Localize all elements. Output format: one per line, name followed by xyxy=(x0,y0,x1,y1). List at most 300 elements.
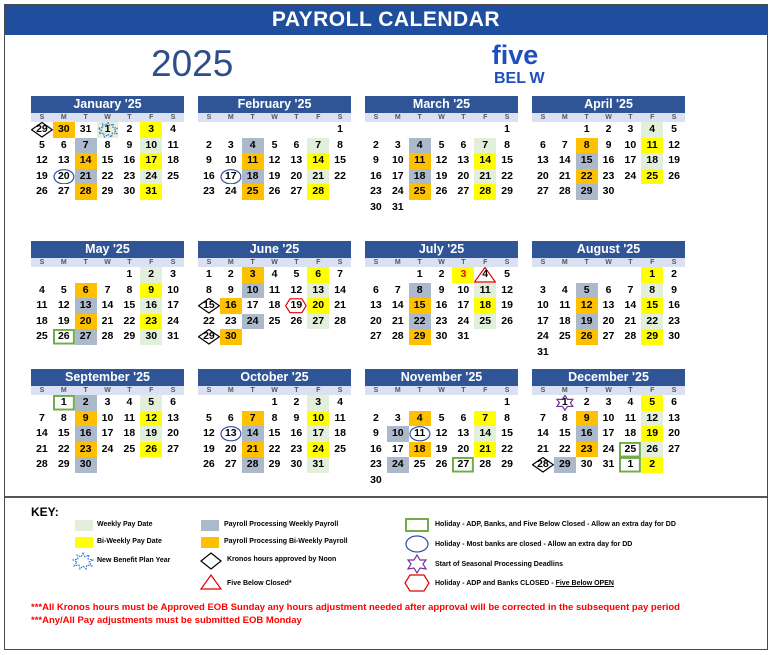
day-cell xyxy=(307,153,329,169)
day-cell xyxy=(307,329,329,345)
day-cell xyxy=(641,298,663,314)
weekday-letter: T xyxy=(576,113,598,122)
day-cell xyxy=(554,122,576,138)
week-row xyxy=(198,153,351,169)
day-cell xyxy=(307,395,329,411)
day-cell xyxy=(75,314,97,330)
weekday-letter: T xyxy=(452,113,474,122)
day-cell xyxy=(307,426,329,442)
day-cell xyxy=(452,395,474,411)
day-number: 28 xyxy=(537,458,549,470)
day-number: 28 xyxy=(624,330,637,342)
day-number: 3 xyxy=(227,138,234,151)
day-cell xyxy=(474,283,496,299)
week-row xyxy=(365,283,518,299)
notes-block xyxy=(31,601,680,627)
day-number: 11 xyxy=(36,299,48,311)
day-number: 25 xyxy=(268,314,281,327)
day-cell xyxy=(75,184,97,200)
week-row xyxy=(532,283,685,299)
key-label-five-below-open: Five Below OPEN xyxy=(555,580,614,587)
day-number: 7 xyxy=(337,268,343,280)
day-number: 20 xyxy=(290,169,303,182)
day-number: 5 xyxy=(583,283,590,296)
day-number: 2 xyxy=(649,458,656,470)
day-number: 27 xyxy=(57,185,70,197)
day-number: 4 xyxy=(271,268,278,280)
week-row xyxy=(198,457,351,473)
weekday-letter: M xyxy=(387,258,409,267)
week-row xyxy=(198,122,351,138)
day-number: 13 xyxy=(167,411,179,424)
day-number: 5 xyxy=(206,411,212,424)
key-label-processing-biweekly: Payroll Processing Bi-Weekly Payroll xyxy=(224,538,348,545)
day-cell xyxy=(75,169,97,185)
day-cell xyxy=(641,345,663,361)
day-cell xyxy=(140,457,162,473)
day-number: 26 xyxy=(580,330,593,342)
day-number: 8 xyxy=(416,283,423,296)
day-cell xyxy=(285,184,307,200)
day-cell xyxy=(198,411,220,427)
day-cell xyxy=(598,122,620,138)
page-title: PAYROLL CALENDAR xyxy=(5,5,767,35)
weekday-row xyxy=(532,386,685,395)
week-row xyxy=(198,395,351,411)
weekday-letter: S xyxy=(532,386,554,395)
day-number: 4 xyxy=(249,138,256,151)
day-number: 16 xyxy=(290,427,303,439)
day-cell xyxy=(496,298,518,314)
day-cell xyxy=(53,426,75,442)
day-cell xyxy=(619,314,641,330)
day-cell xyxy=(365,153,387,169)
day-cell xyxy=(452,169,474,185)
day-number: 21 xyxy=(101,314,114,327)
day-cell xyxy=(329,122,351,138)
day-cell xyxy=(31,122,53,138)
day-number: 29 xyxy=(558,458,571,470)
week-row xyxy=(365,442,518,458)
day-number: 22 xyxy=(580,169,593,182)
day-number: 23 xyxy=(668,314,680,327)
day-cell xyxy=(264,395,286,411)
day-number: 22 xyxy=(334,169,346,182)
day-cell xyxy=(496,200,518,216)
day-number: 25 xyxy=(479,314,492,327)
day-cell xyxy=(641,314,663,330)
day-cell xyxy=(496,314,518,330)
day-number: 9 xyxy=(293,411,300,424)
day-number: 21 xyxy=(79,169,92,182)
day-number: 1 xyxy=(583,123,590,135)
day-number: 30 xyxy=(602,185,615,197)
weekday-letter: T xyxy=(242,258,264,267)
day-cell xyxy=(619,138,641,154)
week-row xyxy=(532,395,685,411)
day-number: 18 xyxy=(268,299,281,311)
day-cell xyxy=(641,411,663,427)
day-cell xyxy=(452,153,474,169)
day-cell xyxy=(97,153,119,169)
day-cell xyxy=(474,411,496,427)
day-cell xyxy=(554,457,576,473)
day-number: 13 xyxy=(370,299,382,311)
day-number: 28 xyxy=(391,330,404,342)
week-row xyxy=(532,122,685,138)
day-cell xyxy=(619,426,641,442)
key-title: KEY: xyxy=(31,505,59,519)
day-number: 29 xyxy=(123,330,136,342)
logo-text-bottom: BEL xyxy=(494,70,526,87)
day-number: 27 xyxy=(290,185,303,197)
day-number: 20 xyxy=(537,169,549,182)
day-cell xyxy=(431,283,453,299)
day-cell xyxy=(641,169,663,185)
day-number: 26 xyxy=(268,185,281,197)
day-cell xyxy=(431,457,453,473)
weekday-letter: W xyxy=(264,258,286,267)
day-cell xyxy=(409,411,431,427)
day-cell xyxy=(307,267,329,283)
day-cell xyxy=(242,411,264,427)
day-number: 12 xyxy=(580,299,593,311)
day-number: 3 xyxy=(249,268,256,280)
day-cell xyxy=(242,283,264,299)
day-cell xyxy=(598,314,620,330)
day-cell xyxy=(576,457,598,473)
day-number: 15 xyxy=(413,299,426,311)
week-row xyxy=(31,122,184,138)
day-cell xyxy=(285,283,307,299)
day-cell xyxy=(162,395,184,411)
day-cell xyxy=(329,283,351,299)
weekday-letter: S xyxy=(532,258,554,267)
day-number: 25 xyxy=(413,458,426,470)
day-cell xyxy=(264,184,286,200)
day-cell xyxy=(619,153,641,169)
day-number: 17 xyxy=(246,299,259,311)
day-number: 10 xyxy=(391,427,404,439)
day-cell xyxy=(431,314,453,330)
weekday-letter: F xyxy=(641,113,663,122)
month-block xyxy=(532,96,685,200)
month-header: February '25 xyxy=(198,96,351,113)
day-number: 18 xyxy=(334,427,346,439)
calendar-year: 2025 xyxy=(151,43,234,84)
day-number: 7 xyxy=(104,283,111,296)
day-number: 26 xyxy=(435,185,448,197)
day-cell xyxy=(118,267,140,283)
weekday-letter: M xyxy=(53,113,75,122)
day-number: 24 xyxy=(602,442,615,455)
weekday-letter: T xyxy=(452,386,474,395)
key-label-holiday-all-closed: Holiday - ADP, Banks, and Five Below Closed - Allow an extra day for DD xyxy=(435,521,676,528)
day-number: 5 xyxy=(271,138,278,151)
day-number: 9 xyxy=(373,427,379,439)
day-number: 6 xyxy=(82,283,89,296)
day-cell xyxy=(285,169,307,185)
day-cell xyxy=(329,395,351,411)
day-cell xyxy=(140,283,162,299)
week-row xyxy=(532,138,685,154)
week-row xyxy=(365,267,518,283)
day-number: 29 xyxy=(36,123,48,135)
day-number: 11 xyxy=(268,283,281,296)
day-number: 14 xyxy=(479,427,492,439)
day-cell xyxy=(220,442,242,458)
day-cell xyxy=(554,138,576,154)
day-number: 13 xyxy=(57,154,70,166)
day-cell xyxy=(264,153,286,169)
day-cell xyxy=(162,283,184,299)
day-cell xyxy=(431,138,453,154)
month-header: October '25 xyxy=(198,369,351,386)
day-cell xyxy=(409,122,431,138)
day-cell xyxy=(31,442,53,458)
day-cell xyxy=(663,267,685,283)
day-cell xyxy=(329,314,351,330)
day-number: 10 xyxy=(624,138,637,151)
day-cell xyxy=(31,153,53,169)
day-number: 11 xyxy=(414,154,426,166)
day-number: 3 xyxy=(170,268,176,280)
weekday-letter: F xyxy=(641,386,663,395)
day-number: 17 xyxy=(457,299,470,311)
week-row xyxy=(532,267,685,283)
day-cell xyxy=(220,138,242,154)
day-number: 19 xyxy=(501,299,513,311)
day-cell xyxy=(409,153,431,169)
day-cell xyxy=(409,442,431,458)
day-number: 4 xyxy=(627,396,634,408)
day-number: 22 xyxy=(646,314,659,327)
day-number: 8 xyxy=(649,283,656,296)
day-cell xyxy=(387,473,409,489)
day-number: 17 xyxy=(602,427,615,439)
day-number: 30 xyxy=(668,330,680,342)
day-number: 9 xyxy=(583,411,590,424)
day-cell xyxy=(431,169,453,185)
day-number: 7 xyxy=(39,411,45,424)
day-cell xyxy=(554,442,576,458)
day-number: 21 xyxy=(391,314,404,327)
day-cell xyxy=(409,314,431,330)
day-cell xyxy=(31,184,53,200)
day-cell xyxy=(242,122,264,138)
day-cell xyxy=(118,442,140,458)
day-number: 5 xyxy=(649,396,656,408)
day-number: 4 xyxy=(170,123,176,135)
day-number: 28 xyxy=(334,314,346,327)
day-number: 27 xyxy=(668,442,680,455)
day-number: 4 xyxy=(416,411,423,424)
day-cell xyxy=(53,298,75,314)
star-burst-icon xyxy=(71,552,95,570)
day-cell xyxy=(198,169,220,185)
day-number: 19 xyxy=(646,427,659,439)
day-number: 9 xyxy=(438,283,445,296)
weekday-row xyxy=(532,258,685,267)
key-swatch-biweekly xyxy=(75,537,93,548)
day-number: 20 xyxy=(668,427,680,439)
weekday-letter: S xyxy=(198,386,220,395)
day-cell xyxy=(285,442,307,458)
day-number: 29 xyxy=(501,185,513,197)
day-cell xyxy=(140,329,162,345)
day-cell xyxy=(242,153,264,169)
weekday-letter: M xyxy=(53,258,75,267)
day-cell xyxy=(409,457,431,473)
month-block xyxy=(365,96,518,215)
day-cell xyxy=(198,298,220,314)
day-cell xyxy=(452,267,474,283)
day-number: 31 xyxy=(145,185,158,197)
month-block xyxy=(532,369,685,473)
day-cell xyxy=(365,473,387,489)
week-row xyxy=(31,314,184,330)
day-cell xyxy=(474,442,496,458)
day-cell xyxy=(140,298,162,314)
day-cell xyxy=(474,267,496,283)
day-number: 11 xyxy=(646,138,658,151)
day-cell xyxy=(365,267,387,283)
weekday-letter: T xyxy=(619,386,641,395)
day-cell xyxy=(140,411,162,427)
day-cell xyxy=(532,267,554,283)
day-number: 18 xyxy=(479,299,492,311)
day-number: 22 xyxy=(268,442,281,455)
day-number: 10 xyxy=(167,283,179,296)
weekday-letter: F xyxy=(307,258,329,267)
day-cell xyxy=(619,345,641,361)
day-number: 16 xyxy=(370,442,382,455)
weekday-letter: S xyxy=(663,386,685,395)
day-cell xyxy=(576,184,598,200)
day-cell xyxy=(264,283,286,299)
day-number: 17 xyxy=(145,154,158,166)
day-cell xyxy=(576,267,598,283)
day-cell xyxy=(97,138,119,154)
day-cell xyxy=(474,122,496,138)
day-number: 28 xyxy=(312,185,325,197)
day-number: 25 xyxy=(646,169,659,182)
note-kronos: ***All Kronos hours must be Approved EOB Sunday any hours adjustment needed after approval will be corrected in the subsequent pay period xyxy=(31,602,680,613)
day-cell xyxy=(53,442,75,458)
weekday-letter: W xyxy=(598,258,620,267)
day-number: 2 xyxy=(227,268,234,280)
day-cell xyxy=(598,345,620,361)
day-cell xyxy=(198,138,220,154)
week-row xyxy=(365,122,518,138)
day-cell xyxy=(198,283,220,299)
day-cell xyxy=(75,138,97,154)
day-number: 30 xyxy=(580,458,593,470)
weekday-letter: M xyxy=(220,258,242,267)
day-number: 6 xyxy=(60,138,67,151)
day-number: 31 xyxy=(167,330,179,342)
week-row xyxy=(31,329,184,345)
day-cell xyxy=(554,184,576,200)
day-cell xyxy=(198,442,220,458)
day-number: 28 xyxy=(479,185,492,197)
day-number: 7 xyxy=(482,138,489,151)
day-cell xyxy=(140,426,162,442)
day-cell xyxy=(576,153,598,169)
month-block xyxy=(198,96,351,200)
day-cell xyxy=(220,267,242,283)
day-number: 19 xyxy=(668,154,680,166)
day-cell xyxy=(264,329,286,345)
day-cell xyxy=(118,457,140,473)
day-cell xyxy=(663,314,685,330)
day-cell xyxy=(554,267,576,283)
day-number: 1 xyxy=(416,268,423,280)
day-number: 18 xyxy=(36,314,48,327)
day-cell xyxy=(53,329,75,345)
day-number: 17 xyxy=(624,154,637,166)
day-cell xyxy=(598,138,620,154)
day-cell xyxy=(452,442,474,458)
weekday-letter: T xyxy=(619,113,641,122)
day-number: 27 xyxy=(537,185,549,197)
weekday-letter: F xyxy=(307,386,329,395)
day-number: 3 xyxy=(627,123,634,135)
day-number: 22 xyxy=(101,169,114,182)
day-cell xyxy=(285,395,307,411)
day-cell xyxy=(307,138,329,154)
day-number: 4 xyxy=(126,396,133,408)
week-row xyxy=(198,314,351,330)
day-cell xyxy=(285,298,307,314)
weekday-letter: T xyxy=(75,386,97,395)
day-number: 11 xyxy=(479,283,491,296)
weekday-letter: T xyxy=(118,113,140,122)
day-number: 20 xyxy=(79,314,92,327)
day-cell xyxy=(598,442,620,458)
weekday-letter: T xyxy=(242,386,264,395)
day-cell xyxy=(387,200,409,216)
day-cell xyxy=(409,138,431,154)
day-number: 30 xyxy=(435,330,448,342)
day-cell xyxy=(140,395,162,411)
day-cell xyxy=(220,457,242,473)
day-cell xyxy=(97,169,119,185)
day-cell xyxy=(598,283,620,299)
day-number: 7 xyxy=(561,138,568,151)
day-cell xyxy=(242,426,264,442)
day-cell xyxy=(242,314,264,330)
day-cell xyxy=(285,329,307,345)
day-number: 12 xyxy=(435,154,448,166)
note-pay-adjustments: ***Any/All Pay adjustments must be submitted EOB Monday xyxy=(31,615,302,626)
day-number: 12 xyxy=(668,138,680,151)
day-number: 15 xyxy=(501,154,513,166)
day-cell xyxy=(220,122,242,138)
weekday-row xyxy=(365,113,518,122)
day-cell xyxy=(474,457,496,473)
day-number: 5 xyxy=(39,138,45,151)
day-number: 12 xyxy=(36,154,48,166)
day-cell xyxy=(365,329,387,345)
weekday-letter: S xyxy=(162,386,184,395)
day-cell xyxy=(532,442,554,458)
day-number: 7 xyxy=(315,138,322,151)
day-cell xyxy=(619,283,641,299)
day-cell xyxy=(532,395,554,411)
payroll-calendar-page xyxy=(4,4,768,650)
day-cell xyxy=(409,267,431,283)
